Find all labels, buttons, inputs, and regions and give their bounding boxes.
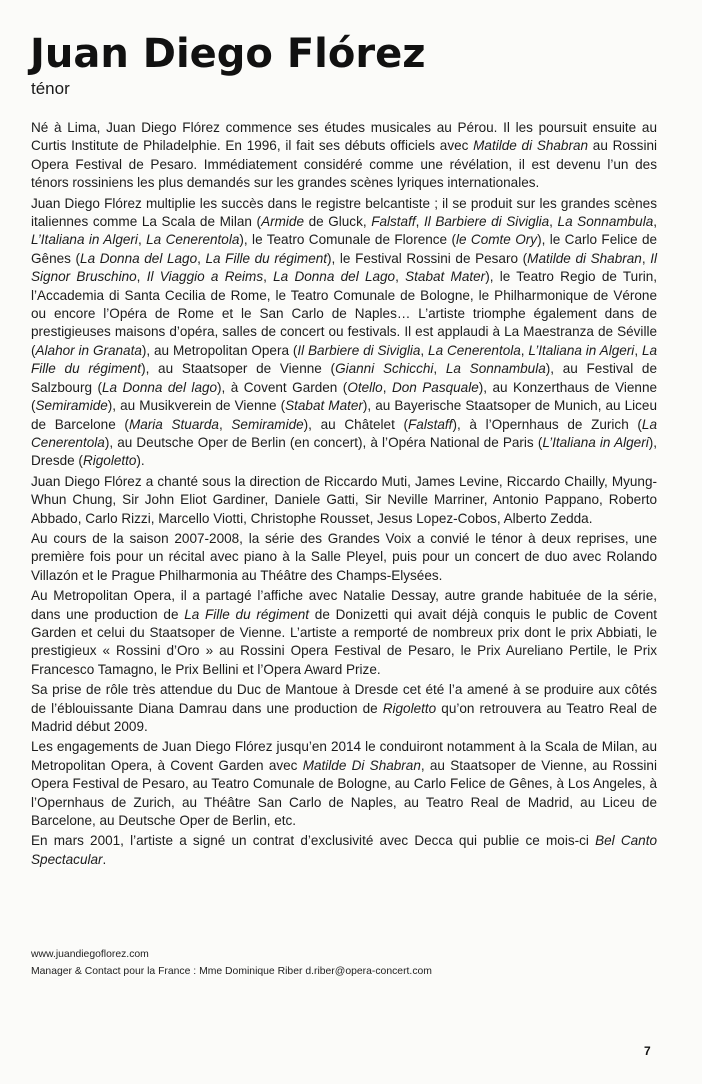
work-title: La Fille du régiment bbox=[205, 250, 328, 266]
text-run: . bbox=[102, 851, 107, 867]
work-title: Matilde di Shabran bbox=[527, 250, 642, 266]
text-run: ), au Staatsoper de Vienne ( bbox=[141, 361, 336, 377]
text-run: qu’on retrouvera au Teatro Real de Madrid début 2009. bbox=[31, 700, 658, 734]
text-run: Juan Diego Flórez a chanté sous la direction de Riccardo Muti, James Levine, Riccardo Chailly, Myung-Whun Chung, Sir John Eliot Gardiner, Daniele Gatti, Sir Neville Marriner, Antonio Pappano, Roberto Abbado, Carlo Rizzi, Marcello Viotti, Christophe Rousset, Jesus Lopez-Cobos, Alberto Zedda. bbox=[31, 473, 657, 526]
text-run: ), le Teatro Regio de Turin, l’Accademia di Santa Cecilia de Rome, le Teatro Comunale de Bologne, le Philharmonique de Vérone ou encore l’Opéra de Rome et le San Carlo de Naples… L’artiste triomphe également dans de prestigieuses maisons d’opéra, salles de concert ou festivals. Il est applaudi à La Maestranza de Séville ( bbox=[31, 269, 658, 358]
work-title: La Cenerentola bbox=[428, 342, 521, 358]
work-title: le Comte Ory bbox=[456, 232, 538, 248]
text-run: ), le Teatro Comunale de Florence ( bbox=[239, 232, 456, 248]
work-title: La Cenerentola bbox=[146, 232, 240, 248]
text-run: , bbox=[395, 269, 406, 285]
biography-paragraph bbox=[31, 587, 657, 679]
work-title: L’Italiana in Algeri bbox=[31, 232, 138, 248]
text-run: En mars 2001, l’artiste a signé un contrat d’exclusivité avec Decca qui publie ce mois-ci bbox=[31, 833, 596, 849]
work-title: Semiramide bbox=[35, 398, 108, 414]
work-title: Il Barbiere di Siviglia bbox=[423, 214, 550, 230]
website-link[interactable]: www.juandiegoflorez.com bbox=[31, 949, 149, 960]
biography-text bbox=[31, 119, 657, 871]
text-run: ), le Carlo Felice de Gênes ( bbox=[31, 232, 658, 266]
text-run: , bbox=[653, 214, 658, 230]
text-run: , bbox=[415, 214, 424, 230]
text-run: , bbox=[136, 269, 147, 285]
text-run: ), au Châtelet ( bbox=[303, 416, 409, 432]
work-title: Il Barbiere di Siviglia bbox=[297, 342, 421, 358]
work-title: Don Pasquale bbox=[391, 379, 479, 395]
work-title: Matilde di Shabran bbox=[473, 138, 589, 154]
work-title: La Donna del lago bbox=[101, 379, 218, 395]
biography-paragraph bbox=[31, 832, 657, 869]
biography-paragraph bbox=[31, 195, 657, 471]
manager-contact: Manager & Contact pour la France : Mme Dominique Riber d.riber@opera-concert.com bbox=[31, 966, 432, 977]
text-run: Les engagements de Juan Diego Flórez jusqu’en 2014 le conduiront notamment à la Scala de Milan, au Metropolitan Opera, à Covent Garden avec bbox=[31, 739, 657, 773]
text-run: Sa prise de rôle très attendue du Duc de Mantoue à Dresde cet été l’a amené à se produire aux côtés de l’éblouissante Diana Damrau dans une production de bbox=[31, 682, 657, 716]
text-run: ), au Deutsche Oper de Berlin (en concert), à l’Opéra National de Paris ( bbox=[104, 434, 543, 450]
work-title: Gianni Schicchi bbox=[335, 361, 434, 377]
work-title: Bel Canto Spectacular bbox=[31, 833, 658, 867]
biography-paragraph bbox=[31, 473, 657, 528]
work-title: Rigoletto bbox=[382, 700, 437, 716]
text-run: , bbox=[382, 379, 392, 395]
work-title: Stabat Mater bbox=[405, 269, 486, 285]
text-run: , bbox=[433, 361, 446, 377]
artist-name: Juan Diego Flórez bbox=[30, 31, 426, 77]
work-title: La Donna del Lago bbox=[273, 269, 396, 285]
text-run: , bbox=[263, 269, 274, 285]
work-title: Stabat Mater bbox=[285, 398, 363, 414]
work-title: L’Italiana in Algeri bbox=[542, 434, 649, 450]
biography-paragraph bbox=[31, 738, 657, 830]
text-run: , bbox=[197, 250, 206, 266]
work-title: La Donna del Lago bbox=[80, 250, 198, 266]
text-run: ), au Festival de Salzbourg ( bbox=[31, 361, 657, 395]
text-run: , bbox=[137, 232, 147, 248]
text-run: ), au Metropolitan Opera ( bbox=[141, 342, 298, 358]
text-run: ), au Musikverein de Vienne ( bbox=[107, 398, 286, 414]
work-title: Falstaff bbox=[371, 214, 416, 230]
text-run: , au Staatsoper de Vienne, au Rossini Opera Festival de Pesaro, au Teatro Comunale de Bologne, au Carlo Felice de Gênes, à Los Angeles, à l’Opernhaus de Zurich, au Théâtre San Carlo de Naples, au Teatro Real de Madrid, au Liceu de Barcelone, au Deutsche Oper de Berlin, etc. bbox=[31, 757, 657, 829]
text-run: ). bbox=[136, 453, 145, 469]
text-run: Au Metropolitan Opera, il a partagé l’affiche avec Natalie Dessay, autre grande habituée de la série, dans une production de bbox=[31, 588, 657, 622]
text-run: , bbox=[420, 342, 429, 358]
text-run: ), au Bayerische Staatsoper de Munich, au Liceu de Barcelone ( bbox=[31, 398, 657, 432]
text-run: ), au Konzerthaus de Vienne ( bbox=[31, 379, 658, 414]
work-title: La Fille du régiment bbox=[31, 342, 658, 377]
text-run: , bbox=[634, 342, 642, 358]
text-run: , bbox=[520, 342, 529, 358]
text-run: , bbox=[218, 416, 232, 432]
work-title: La Cenerentola bbox=[31, 416, 657, 450]
biography-paragraph bbox=[31, 119, 657, 193]
text-run: ), à l’Opernhaus de Zurich ( bbox=[452, 416, 642, 432]
work-title: Otello bbox=[347, 379, 383, 395]
work-title: Matilde Di Shabran bbox=[302, 757, 421, 773]
text-run: de Donizetti qui avait déjà conquis le public de Covent Garden et celui du Staatsoper de Vienne. L’artiste a remporté de nombreux prix dont le prix Abbiati, le prestigieux « Rossini d’Oro » au Rossini Opera Festival de Pesaro, le Prix Aureliano Pertile, le Prix Francesco Tamagno, le Prix Bellini et l’Opera Award Prize. bbox=[31, 606, 657, 677]
text-run: au Rossini Opera Festival de Pesaro. Immédiatement considéré comme une révélation, il est devenu l’un des ténors rossiniens les plus demandés sur les grandes scènes lyriques internationales. bbox=[31, 138, 658, 191]
text-run: , bbox=[641, 250, 651, 266]
work-title: Rigoletto bbox=[82, 453, 137, 469]
text-run: ), Dresde ( bbox=[31, 434, 657, 469]
footer bbox=[31, 946, 657, 980]
page-number: 7 bbox=[644, 1044, 651, 1058]
text-run: Né à Lima, Juan Diego Flórez commence ses études musicales au Pérou. Il les poursuit ensuite au Curtis Institute de Philadelphie. En 1996, il fait ses débuts officiels avec bbox=[31, 120, 657, 154]
work-title: Il Signor Bruschino bbox=[31, 250, 657, 285]
text-run: de Gluck, bbox=[303, 214, 372, 230]
text-run: ), le Festival Rossini de Pesaro ( bbox=[327, 250, 528, 266]
text-run: ), à Covent Garden ( bbox=[217, 379, 348, 395]
biography-paragraph bbox=[31, 530, 657, 585]
work-title: Armide bbox=[261, 214, 304, 230]
work-title: Falstaff bbox=[408, 416, 453, 432]
voice-type: ténor bbox=[31, 79, 70, 98]
text-run: Au cours de la saison 2007-2008, la série des Grandes Voix a convié le ténor à deux reprises, une première fois pour un récital avec piano à la Salle Pleyel, puis pour un concert de duo avec Rolando Villazón et le Prague Philharmonia au Théâtre des Champs-Elysées. bbox=[31, 530, 657, 583]
text-run: Juan Diego Flórez multiplie les succès dans le registre belcantiste ; il se produit sur les grandes scènes italiennes comme La Scala de Milan ( bbox=[31, 195, 657, 230]
work-title: Semiramide bbox=[231, 416, 304, 432]
work-title: Il Viaggio a Reims bbox=[146, 269, 264, 285]
work-title: L’Italiana in Algeri bbox=[528, 342, 635, 358]
work-title: La Sonnambula bbox=[557, 214, 654, 230]
work-title: La Sonnambula bbox=[445, 361, 546, 377]
biography-paragraph bbox=[31, 681, 657, 736]
work-title: Maria Stuarda bbox=[128, 416, 219, 432]
work-title: Alahor in Granata bbox=[35, 342, 142, 358]
work-title: La Fille du régiment bbox=[184, 606, 310, 622]
text-run: , bbox=[549, 214, 558, 230]
